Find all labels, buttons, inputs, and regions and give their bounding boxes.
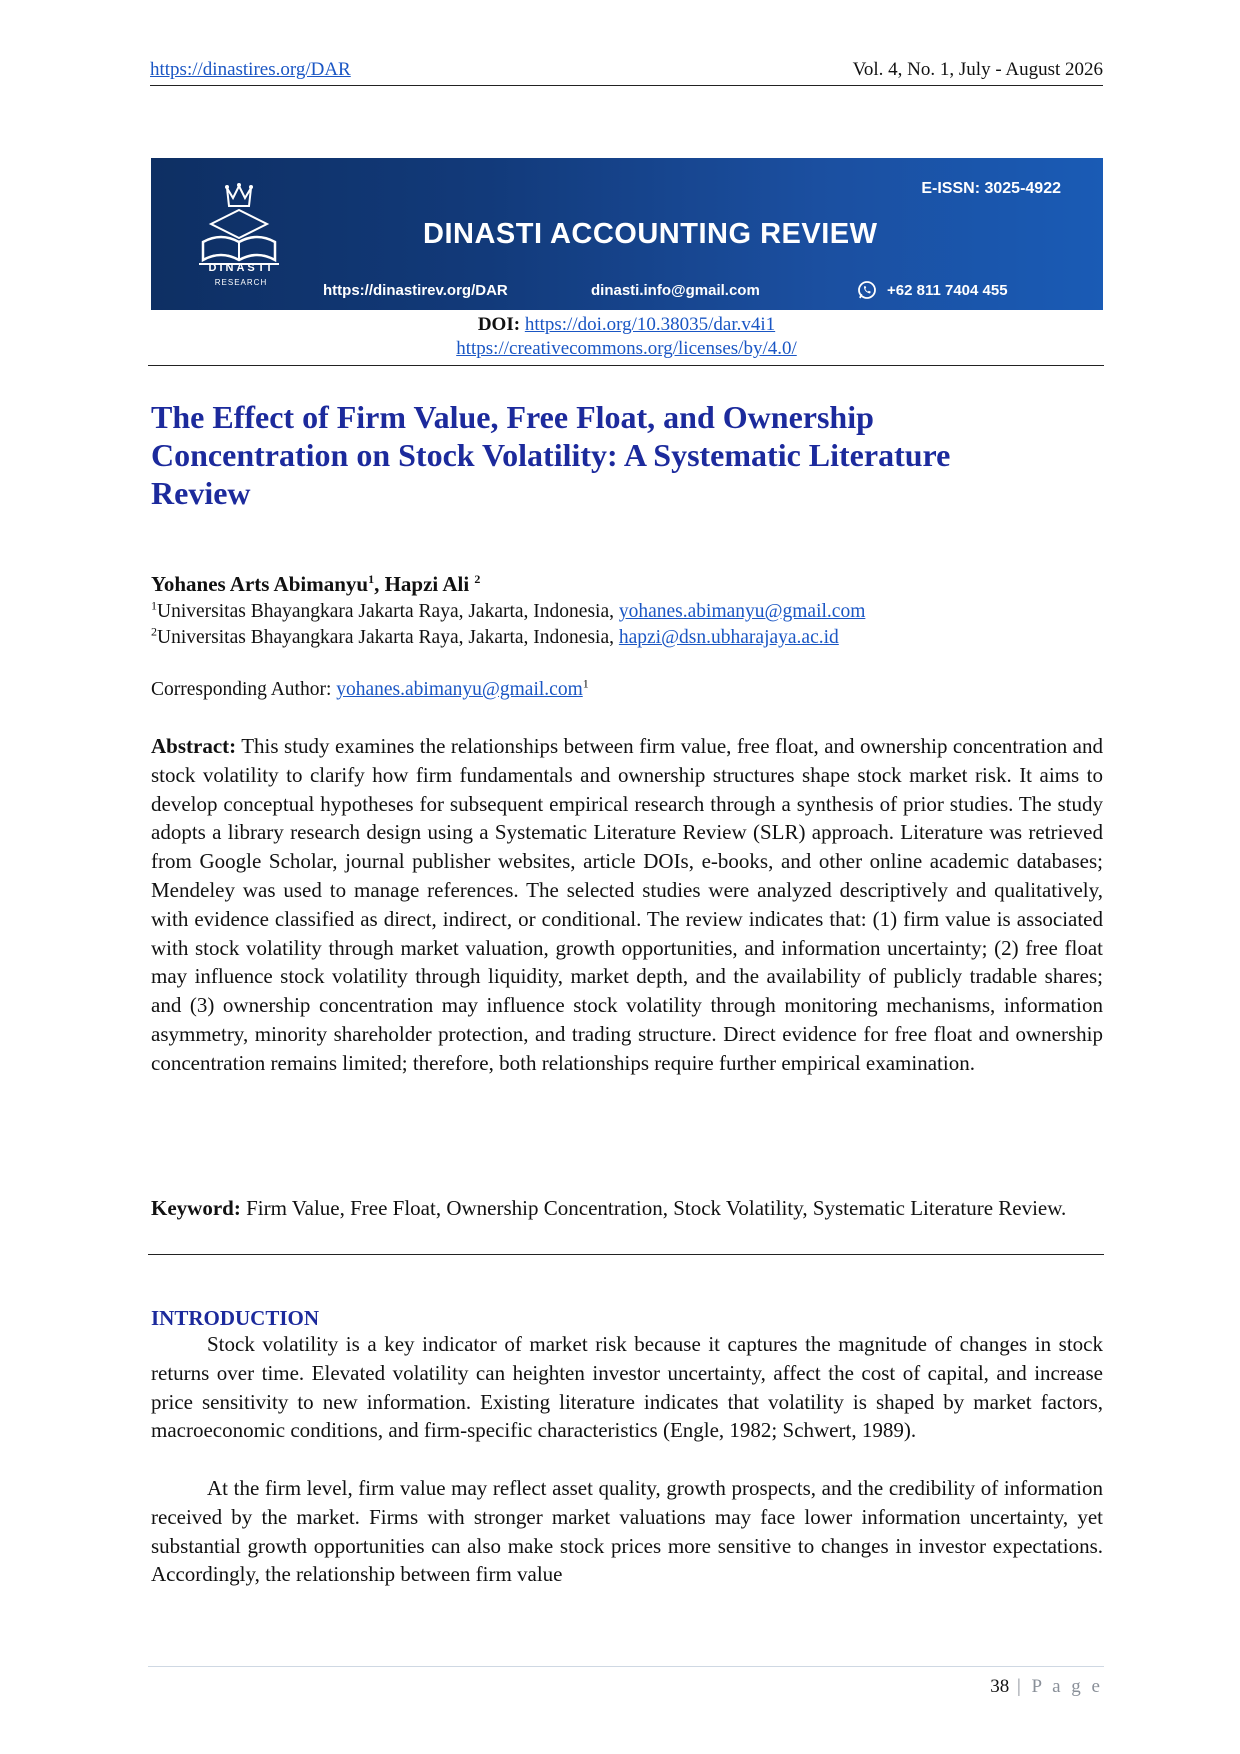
affiliation-1	[151, 598, 866, 623]
journal-title: DINASTI ACCOUNTING REVIEW	[423, 218, 878, 250]
affiliation-1-text: Universitas Bhayangkara Jakarta Raya, Jakarta, Indonesia,	[157, 601, 619, 622]
intro-paragraph-2: At the firm level, firm value may reflect asset quality, growth prospects, and the credibility of information received by the market. Firms with stronger market valuations may face lower information uncertainty, yet substantial growth opportunities can also make stock prices more sensitive to changes in investor expectations. Accordingly, the relationship between firm value	[151, 1476, 1103, 1587]
author-2-sup: 2	[474, 572, 481, 586]
banner-email: dinasti.info@gmail.com	[591, 282, 760, 299]
abstract-label: Abstract:	[151, 734, 237, 758]
doi-line	[150, 314, 1103, 336]
issue-info: Vol. 4, No. 1, July - August 2026	[852, 59, 1103, 80]
abstract-text: This study examines the relationships between firm value, free float, and ownership concentration and stock volatility to clarify how firm fundamentals and ownership structures shape stock market risk. It aims to develop conceptual hypotheses for subsequent empirical research through a synthesis of prior studies. The study adopts a library research design using a Systematic Literature Review (SLR) approach. Literature was retrieved from Google Scholar, journal publisher websites, article DOIs, e-books, and other online academic databases; Mendeley was used to manage references. The selected studies were analyzed descriptively and qualitatively, with evidence classified as direct, indirect, or conditional. The review indicates that: (1) firm value is associated with stock volatility through market valuation, growth opportunities, and information uncertainty; (2) free float may influence stock volatility through liquidity, market depth, and the availability of publicly tradable shares; and (3) ownership concentration may influence stock volatility through monitoring mechanisms, information asymmetry, minority shareholder protection, and trading structure. Direct evidence for free float and ownership concentration remains limited; therefore, both relationships require further empirical examination.	[151, 734, 1103, 1075]
intro-paragraph-1: Stock volatility is a key indicator of market risk because it captures the magnitude of changes in stock returns over time. Elevated volatility can heighten investor uncertainty, affect the cost of capital, and increase price sensitivity to new information. Existing literature indicates that volatility is shaped by market factors, macroeconomic conditions, and firm-specific characteristics (Engle, 1982; Schwert, 1989).	[151, 1332, 1103, 1443]
affiliation-1-sup: 1	[151, 598, 157, 613]
introduction-heading: INTRODUCTION	[151, 1306, 320, 1330]
issn: E-ISSN: 3025-4922	[921, 180, 1061, 197]
journal-url-link[interactable]: https://dinastires.org/DAR	[150, 59, 351, 80]
corresponding-author	[151, 676, 589, 701]
journal-banner	[151, 158, 1103, 310]
logo-subtitle: RESEARCH	[214, 278, 268, 287]
license-line	[150, 338, 1103, 360]
doi-link[interactable]: https://doi.org/10.38035/dar.v4i1	[524, 314, 776, 335]
affiliation-2-sup: 2	[151, 624, 157, 639]
affiliation-2-email[interactable]: hapzi@dsn.ubharajaya.ac.id	[618, 627, 839, 648]
keywords-text: Firm Value, Free Float, Ownership Concentration, Stock Volatility, Systematic Literature Review.	[240, 1196, 1067, 1220]
doi-label: DOI:	[477, 314, 521, 335]
page-number-value: 38	[990, 1676, 1010, 1697]
corresponding-email[interactable]: yohanes.abimanyu@gmail.com	[336, 679, 583, 700]
header-divider	[148, 365, 1104, 366]
affiliation-1-email[interactable]: yohanes.abimanyu@gmail.com	[618, 601, 866, 622]
corresponding-label: Corresponding Author:	[151, 679, 337, 700]
author-separator: ,	[374, 572, 385, 596]
page-number	[990, 1676, 1103, 1698]
whatsapp-icon	[857, 280, 877, 300]
author-2: Hapzi Ali	[384, 572, 475, 596]
affiliation-2-text: Universitas Bhayangkara Jakarta Raya, Jakarta, Indonesia,	[157, 627, 619, 648]
page-label: P a g e	[1031, 1676, 1103, 1697]
author-1: Yohanes Arts Abimanyu	[151, 572, 369, 596]
affiliation-2	[151, 624, 839, 649]
keywords-label: Keyword:	[151, 1196, 241, 1220]
author-1-sup: 1	[368, 572, 375, 586]
author-line	[151, 572, 480, 597]
running-header	[150, 60, 1103, 86]
article-title: The Effect of Firm Value, Free Float, and Ownership Concentration on Stock Volatility: A Systematic Literature Review	[151, 399, 951, 511]
corresponding-sup: 1	[582, 676, 589, 691]
banner-phone: +62 811 7404 455	[887, 282, 1008, 299]
license-link[interactable]: https://creativecommons.org/licenses/by/4.0/	[456, 338, 797, 359]
banner-url: https://dinastirev.org/DAR	[323, 282, 508, 299]
keywords	[151, 1194, 1103, 1223]
logo-name: DINASTI	[208, 262, 274, 274]
keywords-divider	[148, 1254, 1104, 1255]
page-separator: |	[1009, 1676, 1032, 1697]
footer-divider	[148, 1666, 1104, 1667]
abstract	[151, 732, 1103, 1078]
